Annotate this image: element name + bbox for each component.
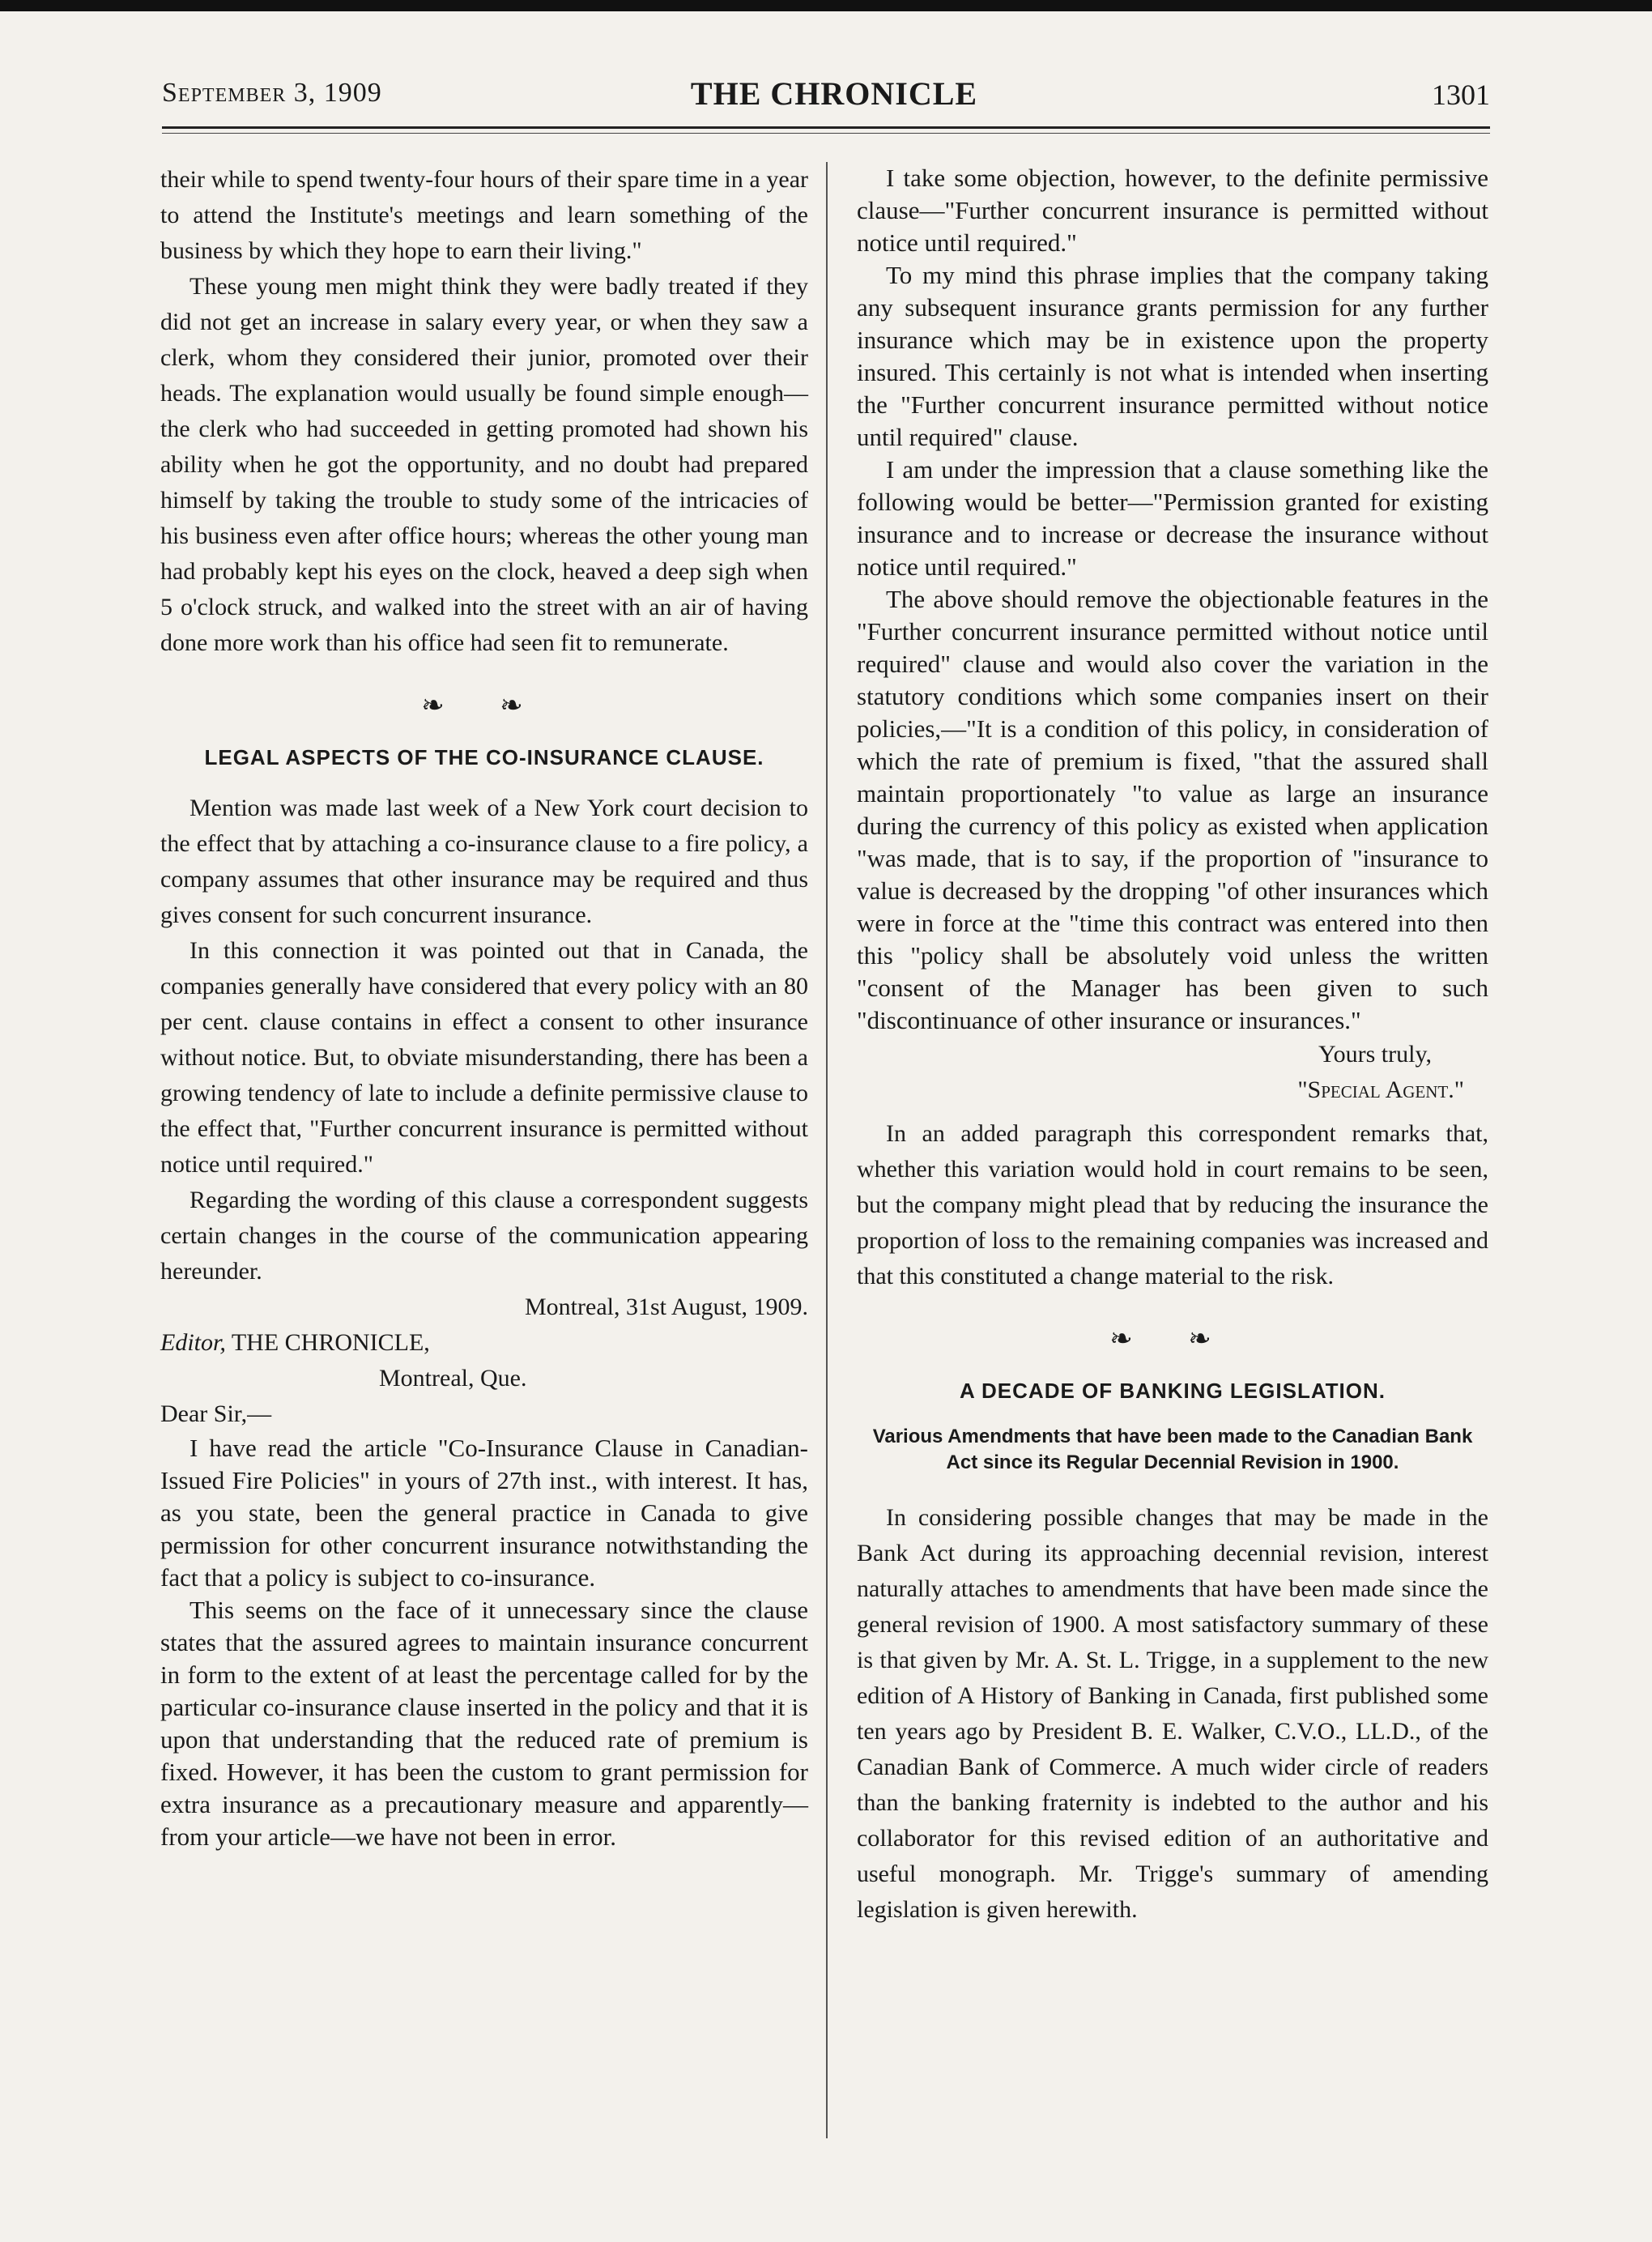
addressee-location: Montreal, Que. [379, 1365, 527, 1392]
article-subheadline: Various Amendments that have been made to the Canadian Bank Act since its Regular Decennial Revision in 1900. [872, 1426, 1473, 1473]
header-rule-thin [162, 133, 1490, 134]
letter-addressee [160, 1325, 808, 1361]
letter-paragraph: I have read the article "Co-Insurance Clause in Canadian-Issued Fire Policies" in yours of 27th inst., with interest. It has, as you state, been the general practice in Canada to give permission for other concurrent insurance notwithstanding the fact that a policy is subject to co-insurance. [160, 1434, 808, 1592]
right-column [857, 162, 1488, 1928]
paragraph: Mention was made last week of a New York court decision to the effect that by attaching a co-insurance clause to a fire policy, a company assumes that other insurance may be required and thus gives consent for such concurrent insurance. [160, 795, 808, 928]
header-rule [162, 126, 1490, 129]
addressee-prefix: Editor, [160, 1329, 226, 1356]
column-divider [826, 162, 828, 2138]
paragraph: Regarding the wording of this clause a correspondent suggests certain changes in the course of the communication appearing hereunder. [160, 1187, 808, 1285]
letter-paragraph: I take some objection, however, to the definite permissive clause—"Further concurrent insurance is permitted without notice until required." [857, 164, 1488, 257]
section-ornament: ❧ ❧ [421, 691, 547, 721]
letter-paragraph: The above should remove the objectionable features in the "Further concurrent insurance permitted without notice until required" clause and would also cover the variation in the statutory conditions which some companies insert on their policies,—"It is a condition of this policy, in consideration of which the rate of premium is fixed, "that the assured shall maintain proportionately "to value as large an insurance during the currency of this policy as existed when application "was made, that is to say, if the proportion of "insurance to value is decreased by the dropping "of other insurances which were in force at the "time this contract was entered into then this "policy shall be absolutely void unless the written "consent of the Manager has been given to such "discontinuance of other insurance or insurances." [857, 585, 1488, 1034]
paragraph: In an added paragraph this correspondent remarks that, whether this variation would hold in court remains to be seen, but the company might plead that by reducing the insurance the proportion of loss to the remaining companies was increased and that this constituted a change material to the risk. [857, 1120, 1488, 1289]
letter-dateline: Montreal, 31st August, 1909. [525, 1294, 808, 1320]
section-ornament: ❧ ❧ [1109, 1324, 1236, 1354]
issue-date: September 3, 1909 [162, 78, 382, 108]
spacer [857, 1108, 1488, 1116]
letter-paragraph: This seems on the face of it unnecessary since the clause states that the assured agrees to maintain insurance concurrent in form to the extent of at least the percentage called for by the particular co-insurance clause inserted in the policy and that it is upon that understanding that the reduced rate of premium is fixed. However, it has been the custom to grant permission for extra insurance as a precautionary measure and apparently—from your article—we have not been in error. [160, 1596, 808, 1851]
letter-paragraph: To my mind this phrase implies that the company taking any subsequent insurance grants permission for any further insurance which may be in existence upon the property insured. This certainly is not what is intended when inserting the "Further concurrent insurance permitted without notice until required" clause. [857, 261, 1488, 451]
left-column [160, 162, 808, 1853]
letter-signature: "Special Agent." [1297, 1076, 1464, 1103]
article-headline: LEGAL ASPECTS OF THE CO-INSURANCE CLAUSE. [204, 745, 764, 769]
addressee-name: THE CHRONICLE, [231, 1329, 430, 1356]
article-headline: A DECADE OF BANKING LEGISLATION. [960, 1379, 1386, 1403]
paragraph: their while to spend twenty-four hours of their spare time in a year to attend the Institute's meetings and learn something of the business by which they hope to earn their living." [160, 166, 808, 264]
paragraph: In considering possible changes that may be made in the Bank Act during its approaching decennial revision, interest naturally attaches to amendments that have been made since the general revision of 1900. A most satisfactory summary of these is that given by Mr. A. St. L. Trigge, in a supplement to the new edition of A History of Banking in Canada, first published some ten years ago by President B. E. Walker, C.V.O., LL.D., of the Canadian Bank of Commerce. A much wider circle of readers than the banking fraternity is indebted to the author and his collaborator for this revised edition of an authoritative and useful monograph. Mr. Trigge's summary of amending legislation is given herewith. [857, 1504, 1488, 1923]
scan-edge [0, 0, 1652, 11]
page-header [162, 75, 1490, 118]
letter-paragraph: I am under the impression that a clause something like the following would be better—"Permission granted for existing insurance and to increase or decrease the insurance without notice until required." [857, 455, 1488, 581]
paragraph: In this connection it was pointed out that in Canada, the companies generally have considered that every policy with an 80 per cent. clause contains in effect a consent to other insurance without notice. But, to obviate misunderstanding, there has been a growing tendency of late to include a definite permissive clause to the effect that, "Further concurrent insurance is permitted without notice until required." [160, 937, 808, 1178]
letter-salutation: Dear Sir,— [160, 1400, 272, 1427]
publication-title: THE CHRONICLE [690, 75, 978, 112]
page-number: 1301 [1432, 79, 1490, 111]
paragraph: These young men might think they were badly treated if they did not get an increase in salary every year, or when they saw a clerk, whom they considered their junior, promoted over their heads. The explanation would usually be found simple enough—the clerk who had succeeded in getting promoted had shown his ability when he got the opportunity, and no doubt had prepared himself by taking the trouble to study some of the intricacies of his business even after office hours; whereas the other young man had probably kept his eyes on the clock, heaved a deep sigh when 5 o'clock struck, and walked into the street with an air of having done more work than his office had seen fit to remunerate. [160, 273, 808, 656]
letter-closing: Yours truly, [1318, 1041, 1432, 1068]
